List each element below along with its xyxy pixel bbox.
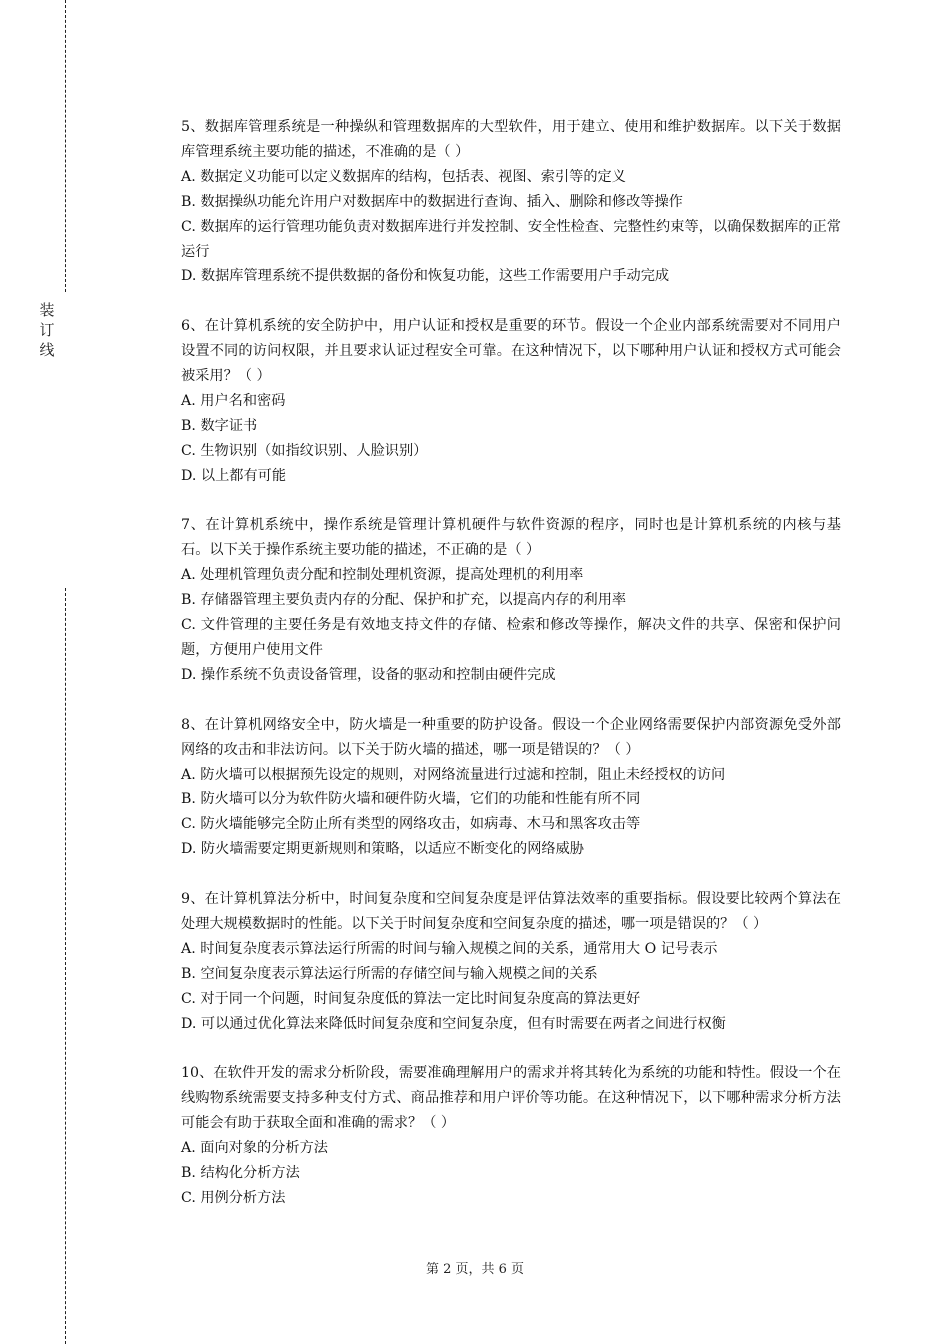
option-d: D. 操作系统不负责设备管理，设备的驱动和控制由硬件完成 — [181, 666, 556, 683]
option-c: C. 对于同一个问题，时间复杂度低的算法一定比时间复杂度高的算法更好 — [181, 990, 641, 1007]
binding-label-char: 订 — [39, 321, 55, 339]
question-stem: 5、数据库管理系统是一种操纵和管理数据库的大型软件，用于建立、使用和维护数据库。以下关于数据库管理系统主要功能的描述，不准确的是（ ） — [181, 119, 841, 160]
option-c: C. 防火墙能够完全防止所有类型的网络攻击，如病毒、木马和黑客攻击等 — [181, 816, 641, 833]
option-c: C. 数据库的运行管理功能负责对数据库进行并发控制、安全性检查、完整性约束等，以确保数据库的正常运行 — [181, 218, 841, 260]
question-9 — [181, 887, 841, 1036]
option-d: D. 防火墙需要定期更新规则和策略，以适应不断变化的网络威胁 — [181, 841, 584, 858]
option-b: B. 结构化分析方法 — [181, 1164, 300, 1181]
option-b: B. 空间复杂度表示算法运行所需的存储空间与输入规模之间的关系 — [181, 965, 598, 982]
option-c: C. 生物识别（如指纹识别、人脸识别） — [181, 442, 428, 459]
option-b: B. 数字证书 — [181, 417, 258, 434]
question-stem: 6、在计算机系统的安全防护中，用户认证和授权是重要的环节。假设一个企业内部系统需要对不同用户设置不同的访问权限，并且要求认证过程安全可靠。在这种情况下，以下哪种用户认证和授权方式可能会被采用？（ ） — [181, 318, 841, 385]
option-a: A. 面向对象的分析方法 — [181, 1140, 328, 1157]
option-a: A. 防火墙可以根据预先设定的规则，对网络流量进行过滤和控制，阻止未经授权的访问 — [181, 766, 726, 783]
option-d: D. 可以通过优化算法来降低时间复杂度和空间复杂度，但有时需要在两者之间进行权衡 — [181, 1015, 726, 1032]
question-stem: 10、在软件开发的需求分析阶段，需要准确理解用户的需求并将其转化为系统的功能和特性。假设一个在线购物系统需要支持多种支付方式、商品推荐和用户评价等功能。在这种情况下，以下哪种需求分析方法可能会有助于获取全面和准确的需求？（ ） — [181, 1065, 841, 1132]
question-8 — [181, 713, 841, 862]
binding-line-label — [38, 300, 56, 360]
option-a: A. 时间复杂度表示算法运行所需的时间与输入规模之间的关系，通常用大 O 记号表示 — [181, 940, 718, 957]
option-a: A. 数据定义功能可以定义数据库的结构，包括表、视图、索引等的定义 — [181, 168, 626, 185]
option-d: D. 以上都有可能 — [181, 467, 287, 484]
question-10 — [181, 1061, 841, 1210]
option-b: B. 存储器管理主要负责内存的分配、保护和扩充，以提高内存的利用率 — [181, 592, 627, 609]
page-number: 第 2 页，共 6 页 — [425, 1262, 525, 1277]
question-stem: 8、在计算机网络安全中，防火墙是一种重要的防护设备。假设一个企业网络需要保护内部资源免受外部网络的攻击和非法访问。以下关于防火墙的描述，哪一项是错误的？（ ） — [181, 716, 841, 758]
binding-label-char: 线 — [39, 341, 55, 359]
option-a: A. 处理机管理负责分配和控制处理机资源，提高处理机的利用率 — [181, 567, 584, 584]
option-a: A. 用户名和密码 — [181, 392, 286, 409]
question-5 — [181, 115, 841, 289]
option-b: B. 数据操纵功能允许用户对数据库中的数据进行查询、插入、删除和修改等操作 — [181, 193, 683, 210]
question-stem: 9、在计算机算法分析中，时间复杂度和空间复杂度是评估算法效率的重要指标。假设要比较两个算法在处理大规模数据时的性能。以下关于时间复杂度和空间复杂度的描述，哪一项是错误的？（ ） — [181, 891, 841, 932]
binding-label-char: 装 — [39, 301, 55, 319]
question-stem: 7、在计算机系统中，操作系统是管理计算机硬件与软件资源的程序，同时也是计算机系统的内核与基石。以下关于操作系统主要功能的描述，不正确的是（ ） — [181, 517, 841, 559]
option-b: B. 防火墙可以分为软件防火墙和硬件防火墙，它们的功能和性能有所不同 — [181, 791, 641, 808]
binding-line-top — [65, 0, 66, 292]
option-d: D. 数据库管理系统不提供数据的备份和恢复功能，这些工作需要用户手动完成 — [181, 268, 670, 285]
question-6 — [181, 314, 841, 488]
question-list — [181, 115, 841, 1236]
option-c: C. 文件管理的主要任务是有效地支持文件的存储、检索和修改等操作，解决文件的共享、保密和保护问题，方便用户使用文件 — [181, 617, 841, 658]
question-7 — [181, 513, 841, 687]
binding-line-bottom — [65, 588, 66, 1344]
option-c: C. 用例分析方法 — [181, 1189, 286, 1206]
